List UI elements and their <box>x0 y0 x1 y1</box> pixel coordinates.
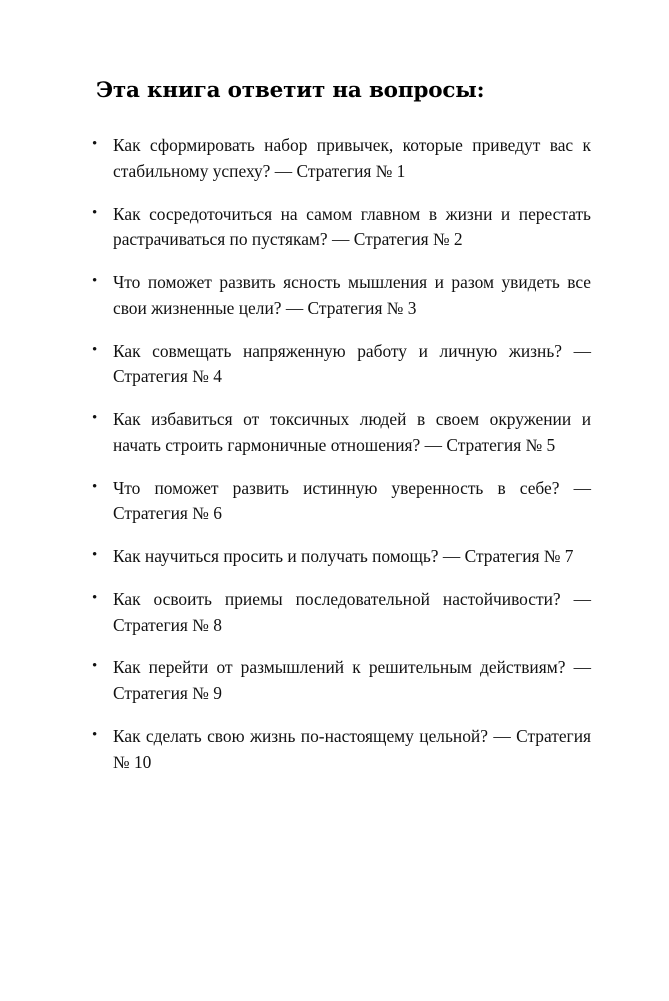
list-item <box>88 544 591 570</box>
question-text: • Что поможет развить ясность мышления и разом увидеть все свои жизненные цели? — Стратегия № 3 <box>113 272 591 318</box>
question-text: • Как сформировать набор привычек, которые приведут вас к стабильному успеху? — Стратегия № 1 <box>113 135 591 181</box>
question-text: • Как сосредоточиться на самом главном в жизни и перестать растрачиваться по пустякам? — Стратегия № 2 <box>113 203 591 250</box>
question-text: • Как сделать свою жизнь по-настоящему цельной? — Стратегия № 10 <box>113 725 591 772</box>
question-text: • Что поможет развить истинную уверенность в себе? — Стратегия № 6 <box>113 477 591 524</box>
list-item <box>88 339 591 391</box>
list-item <box>88 202 591 254</box>
question-text: • Как перейти от размышлений к решительным действиям? — Стратегия № 9 <box>113 657 591 703</box>
question-text: • Как избавиться от токсичных людей в своем окружении и начать строить гармоничные отношения? — Стратегия № 5 <box>113 409 591 455</box>
questions-list <box>88 133 591 775</box>
question-text: • Как научиться просить и получать помощь? — Стратегия № 7 <box>113 546 574 566</box>
list-item <box>88 270 591 322</box>
list-item <box>88 655 591 707</box>
list-item <box>88 724 591 776</box>
page-title: Эта книга ответит на вопросы: <box>96 78 485 103</box>
question-text: • Как освоить приемы последовательной настойчивости? — Стратегия № 8 <box>113 588 591 635</box>
list-item <box>88 133 591 185</box>
list-item <box>88 587 591 639</box>
list-item <box>88 476 591 528</box>
question-text: • Как совмещать напряженную работу и личную жизнь? — Стратегия № 4 <box>113 340 591 387</box>
list-item <box>88 407 591 459</box>
